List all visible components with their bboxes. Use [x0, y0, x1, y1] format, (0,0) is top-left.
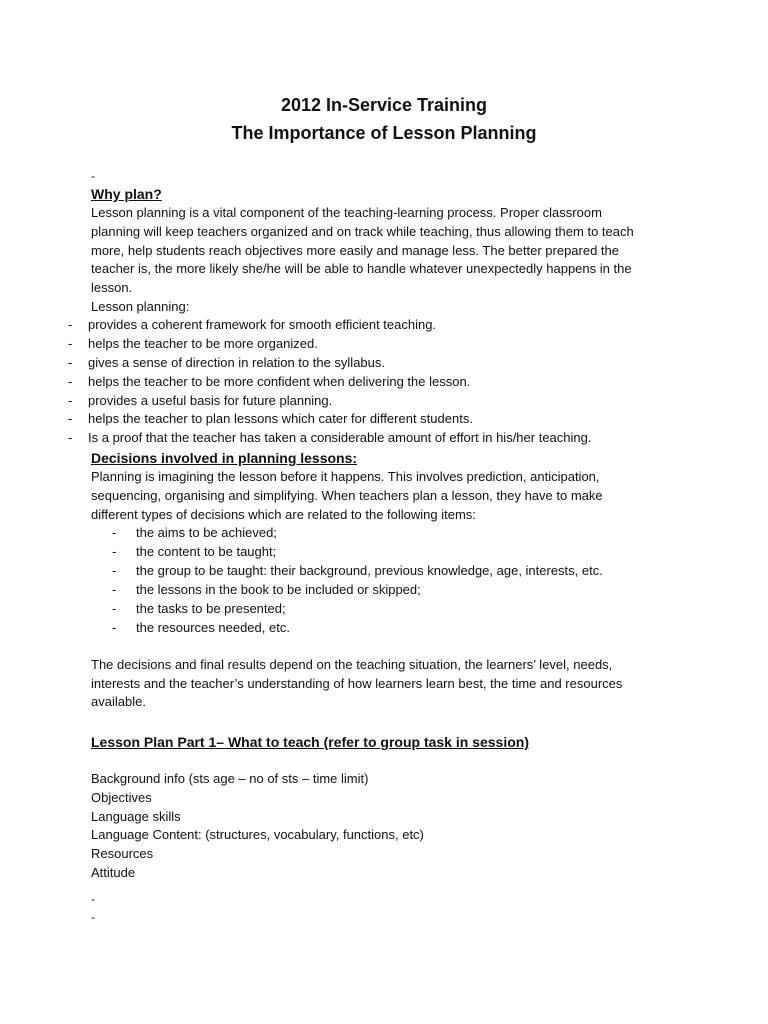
bullet-dash: -: [112, 544, 117, 559]
paragraph-line: planning will keep teachers organized and on track while teaching, thus allowing them to teach: [91, 224, 634, 239]
list-item: the resources needed, etc.: [136, 620, 290, 635]
bullet-dash: -: [112, 601, 117, 616]
paragraph-line: sequencing, organising and simplifying. When teachers plan a lesson, they have to make: [91, 488, 603, 503]
list-item: Is a proof that the teacher has taken a considerable amount of effort in his/her teaching.: [88, 430, 592, 445]
paragraph-line: different types of decisions which are related to the following items:: [91, 507, 476, 522]
list-item: the aims to be achieved;: [136, 525, 277, 540]
bullet-dash: -: [68, 336, 73, 351]
bullet-dash: -: [68, 393, 73, 408]
bullet-dash: -: [68, 355, 73, 370]
list-item: provides a useful basis for future planning.: [88, 393, 333, 408]
list-item: the tasks to be presented;: [136, 601, 286, 616]
paragraph-line: interests and the teacher’s understanding of how learners learn best, the time and resources: [91, 676, 623, 691]
bullet-dash: -: [68, 430, 73, 445]
list-item: the content to be taught;: [136, 544, 277, 559]
plan-line: Objectives: [91, 790, 152, 805]
trailing-mark: -: [91, 892, 95, 906]
bullet-dash: -: [68, 374, 73, 389]
section-heading-lesson-plan: Lesson Plan Part 1– What to teach (refer to group task in session): [91, 734, 529, 750]
section-heading-why-plan: Why plan?: [91, 186, 162, 202]
list-item: gives a sense of direction in relation to the syllabus.: [88, 355, 386, 370]
list-item: helps the teacher to be more confident when delivering the lesson.: [88, 374, 471, 389]
list-item: provides a coherent framework for smooth efficient teaching.: [88, 317, 437, 332]
paragraph-line: teacher is, the more likely she/he will be able to handle whatever unexpectedly happens in the: [91, 261, 632, 276]
bullet-dash: -: [112, 563, 117, 578]
bullet-dash: -: [68, 411, 73, 426]
bullet-dash: -: [112, 525, 117, 540]
plan-line: Resources: [91, 846, 154, 861]
bullet-dash: -: [68, 317, 73, 332]
list-item: helps the teacher to plan lessons which cater for different students.: [88, 411, 473, 426]
paragraph-line: lesson.: [91, 280, 133, 295]
paragraph-line: more, help students reach objectives more easily and manage less. The better prepared the: [91, 243, 620, 258]
paragraph-line: Planning is imagining the lesson before it happens. This involves prediction, anticipation,: [91, 469, 600, 484]
list-item: helps the teacher to be more organized.: [88, 336, 318, 351]
plan-line: Attitude: [91, 865, 136, 880]
plan-line: Language Content: (structures, vocabulary, functions, etc): [91, 827, 424, 842]
trailing-mark: -: [91, 910, 95, 924]
plan-line: Background info (sts age – no of sts – time limit): [91, 771, 369, 786]
bullet-dash: -: [112, 582, 117, 597]
section-heading-decisions: Decisions involved in planning lessons:: [91, 450, 358, 466]
paragraph-line: Lesson planning is a vital component of the teaching-learning process. Proper classroom: [91, 205, 602, 220]
plan-line: Language skills: [91, 809, 181, 824]
bullet-dash: -: [112, 620, 117, 635]
list-item: the group to be taught: their background, previous knowledge, age, interests, etc.: [136, 563, 603, 578]
paragraph-line: available.: [91, 694, 146, 709]
list-item: the lessons in the book to be included or skipped;: [136, 582, 421, 597]
document-title-line1: 2012 In-Service Training: [280, 95, 488, 115]
document-title-line2: The Importance of Lesson Planning: [231, 123, 537, 143]
paragraph-line: The decisions and final results depend on the teaching situation, the learners’ level, needs,: [91, 657, 613, 672]
stray-mark: -: [91, 169, 95, 183]
list-intro: Lesson planning:: [91, 299, 190, 314]
